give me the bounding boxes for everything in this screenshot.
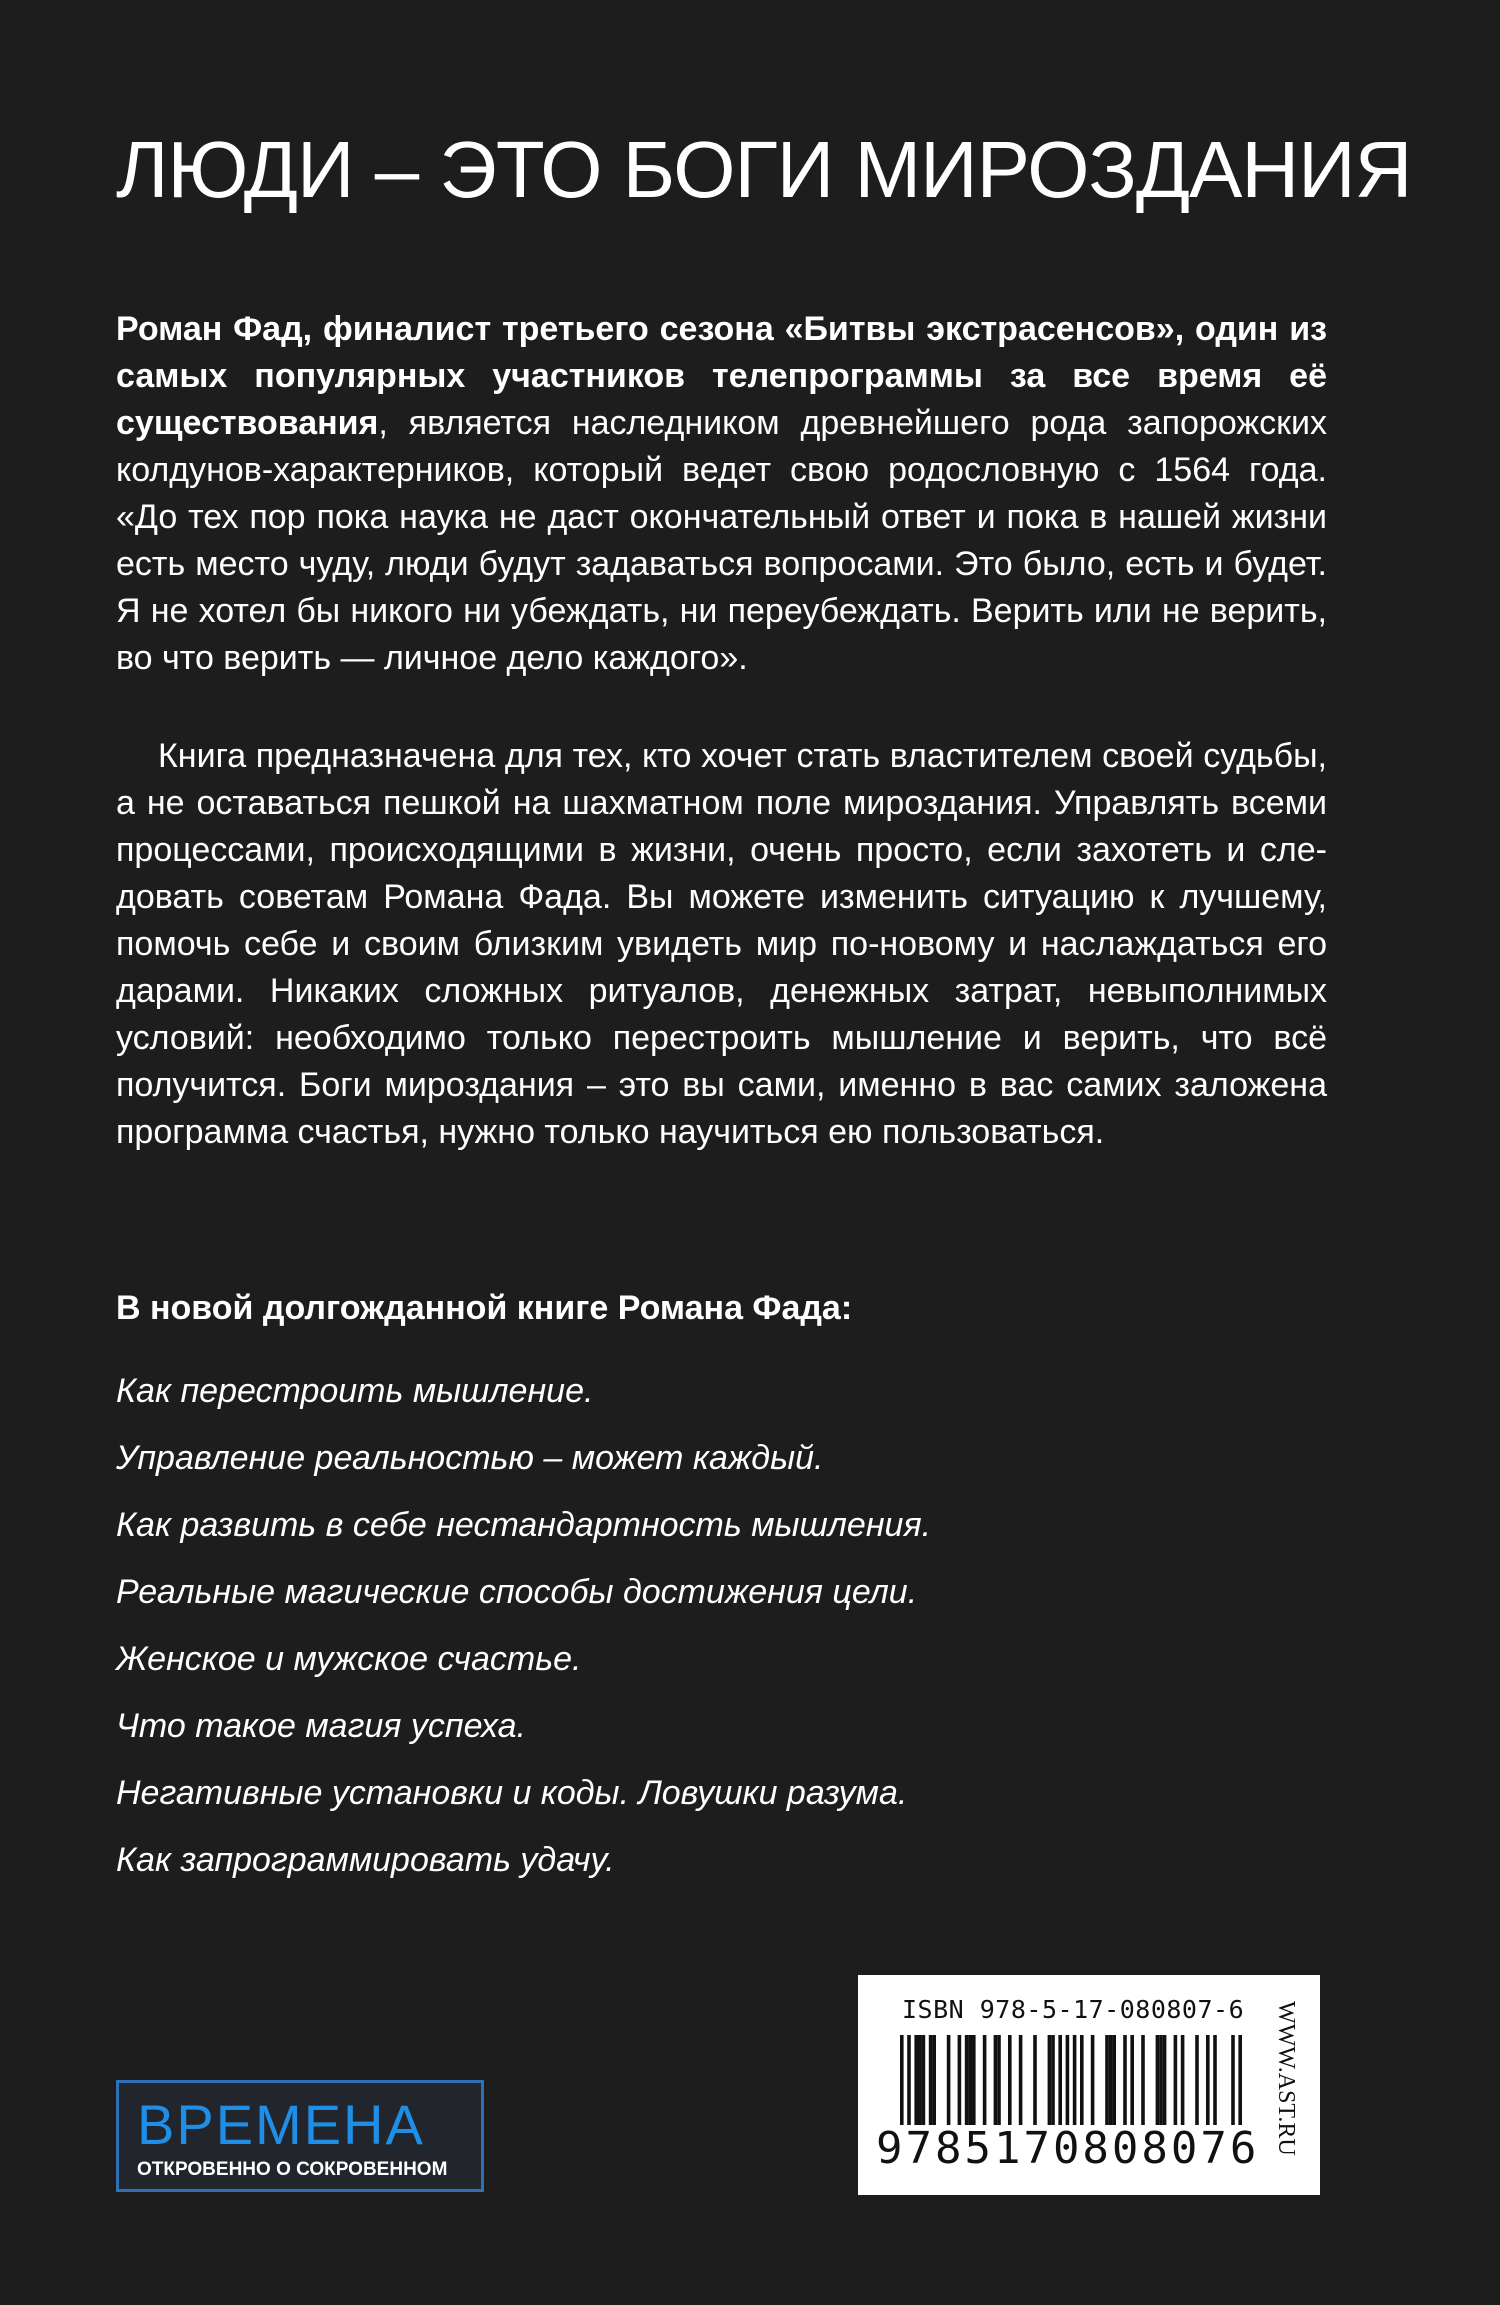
topic-item: Что такое магия успеха. [116,1707,526,1745]
barcode-bar [922,2035,926,2129]
barcode-bar [1206,2035,1210,2129]
publisher-website [1270,2001,1300,2171]
barcode-bar [1058,2035,1062,2129]
barcode-bar [1105,2035,1109,2129]
author-intro-text: , является наследником древнейшего рода запорожских колдунов-характерников, который ведет свою родословную с 1564 года. «До тех пор пока наука не даст окончательный ответ и пока в нашей жизни есть место чуду, люди будут задаваться вопросами. Это было, есть и будет. Я не хотел бы никого ни убеждать, ни переубеждать. Верить или не верить, во что верить — личное дело каждого». [116,404,1327,677]
series-logo-word: ВРЕМЕНА [137,2093,425,2156]
barcode-bar [1141,2035,1145,2129]
publisher-website-text: WWW.AST.RU [1273,2001,1299,2156]
barcode-bar [1181,2035,1185,2129]
author-intro-paragraph [116,306,1327,682]
barcode-bar [929,2035,933,2129]
barcode-bar [1008,2035,1012,2129]
barcode-bar [1109,2035,1113,2129]
barcode-bar [958,2035,962,2129]
isbn-barcode-box [858,1975,1320,2195]
series-logo-tagline: ОТКРОВЕННО О СОКРОВЕННОМ [137,2159,448,2180]
book-description-paragraph: Книга предназначена для тех, кто хочет стать властителем своей судьбы, а не оставаться пешкой на шахматном поле мироздания. Управлять всеми процессами, происходящими в жизни, очень просто, если захотеть и следовать советам Романа Фада. Вы можете изменить ситуацию к лучшему, помочь себе и своим близким увидеть мир по-новому и наслаждаться его дарами. Никаких сложных ритуалов, денежных затрат, невыполнимых условий: необходимо только перестроить мышление и верить, что всё получится. Боги мироздания – это вы сами, именно в вас самих заложена программа счастья, нужно только научиться ею пользоваться. [116,737,1327,1151]
series-logo [116,2080,484,2192]
topic-item: Управление реальностью – может каждый. [116,1439,824,1477]
barcode-bar [947,2035,951,2129]
barcode-bar [1051,2035,1055,2129]
barcode-bar [983,2035,987,2129]
barcode-bar [932,2035,936,2129]
topic-item: Негативные установки и коды. Ловушки разума. [116,1774,908,1812]
contents-subheading: В новой долгожданной книге Романа Фада: [116,1289,853,1327]
cover-title: ЛЮДИ – ЭТО БОГИ МИРОЗДАНИЯ [116,125,1412,214]
barcode-bar [1112,2035,1116,2129]
barcode-bar [1159,2035,1163,2129]
barcode-bar [1091,2035,1095,2129]
barcode-bar [1156,2035,1160,2129]
barcode-bar [1033,2035,1037,2129]
barcode-bar [994,2035,998,2129]
barcode-bar [1123,2035,1127,2129]
topics-list [116,1368,931,1904]
barcode-bar [972,2035,976,2129]
barcode-bar [1080,2035,1084,2129]
barcode-bar [914,2035,918,2129]
barcode-bar [918,2035,922,2129]
isbn-number: ISBN 978-5-17-080807-6 [902,1995,1245,2024]
topic-item: Как перестроить мышление. [116,1372,594,1410]
topic-item: Реальные магические способы достижения цели. [116,1573,918,1611]
barcode-bar [1213,2035,1217,2129]
barcode-bar [1163,2035,1167,2129]
barcode-bar [1019,2035,1023,2129]
barcode-bar [1174,2035,1178,2129]
barcode-digits: 9785170808076 [876,2125,1263,2173]
barcode-bar [997,2035,1001,2129]
barcode-bar [965,2035,969,2129]
author-intro-bold: Роман Фад, финалист третьего сезона «Битвы экстрасенсов», один из самых популярных участников телепрограммы за все время её существования [116,310,1327,442]
barcode-bar [968,2035,972,2129]
topic-item: Как запрограммировать удачу. [116,1841,615,1879]
barcode-bar [1195,2035,1199,2129]
topic-item: Как развить в себе нестандартность мышления. [116,1506,932,1544]
topic-item: Женское и мужское счастье. [116,1640,582,1678]
barcode-bar [1130,2035,1134,2129]
barcode-bar [1048,2035,1052,2129]
